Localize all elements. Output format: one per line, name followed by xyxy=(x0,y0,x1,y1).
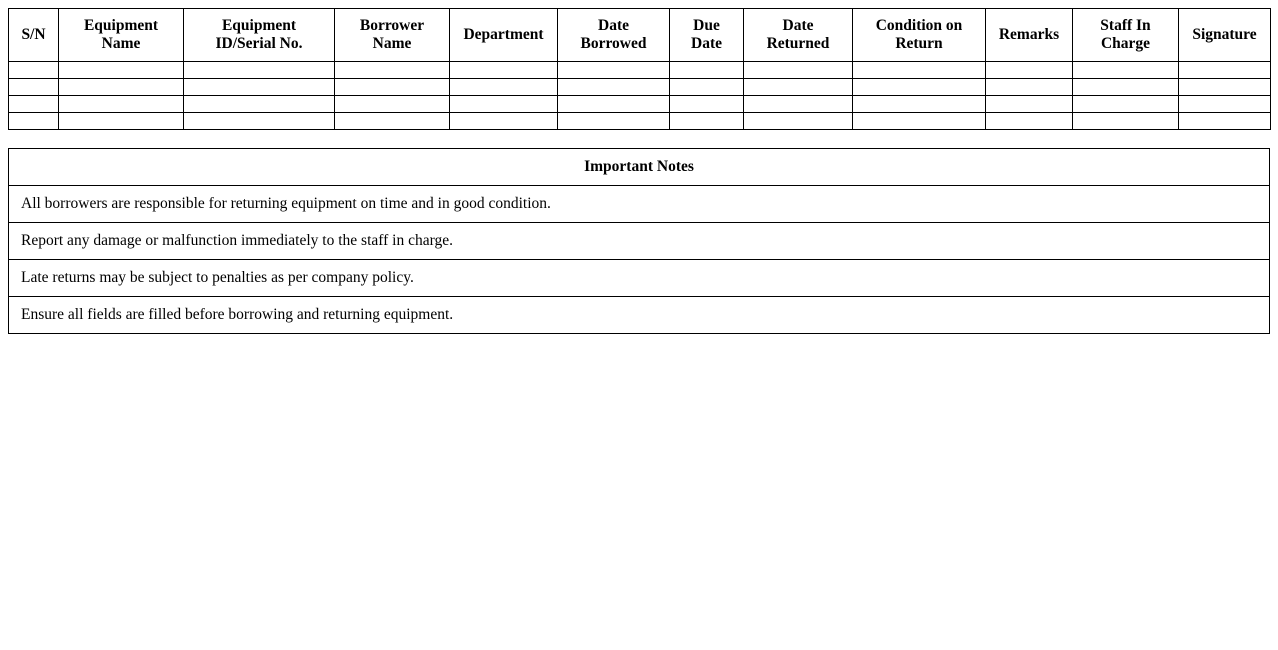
table-cell[interactable] xyxy=(744,113,853,130)
note-item: All borrowers are responsible for returning equipment on time and in good condition. xyxy=(9,186,1270,223)
header-due-date: Due Date xyxy=(670,9,744,62)
table-cell[interactable] xyxy=(184,79,335,96)
notes-header-row xyxy=(9,149,1270,186)
table-cell[interactable] xyxy=(335,113,450,130)
table-cell[interactable] xyxy=(1179,79,1271,96)
table-cell[interactable] xyxy=(853,113,986,130)
header-equipment-name: Equipment Name xyxy=(59,9,184,62)
note-row xyxy=(9,186,1270,223)
table-header-row xyxy=(9,9,1271,62)
table-cell[interactable] xyxy=(1179,96,1271,113)
header-department: Department xyxy=(450,9,558,62)
table-cell[interactable] xyxy=(853,79,986,96)
table-cell[interactable] xyxy=(450,79,558,96)
table-cell[interactable] xyxy=(986,113,1073,130)
table-cell[interactable] xyxy=(1073,113,1179,130)
table-row xyxy=(9,113,1271,130)
table-cell[interactable] xyxy=(335,79,450,96)
table-cell[interactable] xyxy=(558,62,670,79)
table-cell[interactable] xyxy=(59,96,184,113)
table-cell[interactable] xyxy=(9,62,59,79)
table-cell[interactable] xyxy=(1073,62,1179,79)
table-cell[interactable] xyxy=(744,62,853,79)
header-signature: Signature xyxy=(1179,9,1271,62)
table-cell[interactable] xyxy=(986,62,1073,79)
table-cell[interactable] xyxy=(59,79,184,96)
notes-title: Important Notes xyxy=(9,149,1270,186)
table-cell[interactable] xyxy=(670,113,744,130)
table-cell[interactable] xyxy=(335,62,450,79)
table-cell[interactable] xyxy=(1179,113,1271,130)
table-cell[interactable] xyxy=(184,62,335,79)
header-borrower-name: Borrower Name xyxy=(335,9,450,62)
equipment-log-page xyxy=(8,8,1270,334)
header-remarks: Remarks xyxy=(986,9,1073,62)
table-cell[interactable] xyxy=(450,62,558,79)
table-cell[interactable] xyxy=(986,79,1073,96)
table-cell[interactable] xyxy=(986,96,1073,113)
table-cell[interactable] xyxy=(670,62,744,79)
table-cell[interactable] xyxy=(558,113,670,130)
table-row xyxy=(9,62,1271,79)
header-staff-in-charge: Staff In Charge xyxy=(1073,9,1179,62)
table-body xyxy=(9,62,1271,130)
equipment-log-table xyxy=(8,8,1271,130)
important-notes-table xyxy=(8,148,1270,334)
table-row xyxy=(9,96,1271,113)
table-cell[interactable] xyxy=(59,113,184,130)
table-cell[interactable] xyxy=(1073,96,1179,113)
table-cell[interactable] xyxy=(59,62,184,79)
table-cell[interactable] xyxy=(1073,79,1179,96)
note-item: Ensure all fields are filled before borrowing and returning equipment. xyxy=(9,297,1270,334)
note-item: Report any damage or malfunction immediately to the staff in charge. xyxy=(9,223,1270,260)
header-sn: S/N xyxy=(9,9,59,62)
header-date-borrowed: Date Borrowed xyxy=(558,9,670,62)
table-cell[interactable] xyxy=(1179,62,1271,79)
table-cell[interactable] xyxy=(9,79,59,96)
table-cell[interactable] xyxy=(744,79,853,96)
table-cell[interactable] xyxy=(853,62,986,79)
table-cell[interactable] xyxy=(670,96,744,113)
note-item: Late returns may be subject to penalties as per company policy. xyxy=(9,260,1270,297)
table-row xyxy=(9,79,1271,96)
note-row xyxy=(9,223,1270,260)
table-cell[interactable] xyxy=(450,113,558,130)
header-equipment-id: Equipment ID/Serial No. xyxy=(184,9,335,62)
table-cell[interactable] xyxy=(9,113,59,130)
table-cell[interactable] xyxy=(9,96,59,113)
table-cell[interactable] xyxy=(558,79,670,96)
table-cell[interactable] xyxy=(744,96,853,113)
table-cell[interactable] xyxy=(335,96,450,113)
table-cell[interactable] xyxy=(670,79,744,96)
table-cell[interactable] xyxy=(184,113,335,130)
table-cell[interactable] xyxy=(558,96,670,113)
header-condition-on-return: Condition on Return xyxy=(853,9,986,62)
table-cell[interactable] xyxy=(450,96,558,113)
table-cell[interactable] xyxy=(184,96,335,113)
header-date-returned: Date Returned xyxy=(744,9,853,62)
note-row xyxy=(9,260,1270,297)
note-row xyxy=(9,297,1270,334)
table-cell[interactable] xyxy=(853,96,986,113)
